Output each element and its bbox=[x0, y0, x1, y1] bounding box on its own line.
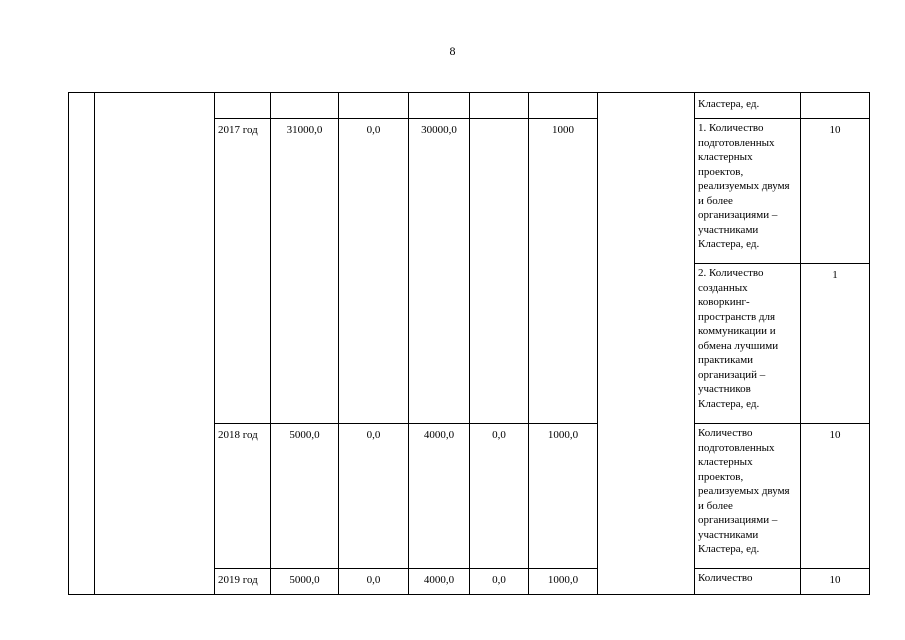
year-cell bbox=[215, 93, 271, 119]
indicator-cell: Количество bbox=[695, 569, 801, 595]
local-cell: 0,0 bbox=[470, 424, 529, 569]
indicator-cell: Количество подготовленных кластерных проектов, реализуемых двумя и более организациями – участниками Кластера, ед. bbox=[695, 424, 801, 569]
program-table bbox=[68, 92, 870, 595]
local-cell bbox=[470, 119, 529, 424]
year-cell: 2017 год bbox=[215, 119, 271, 424]
indicator-cell: 1. Количество подготовленных кластерных проектов, реализуемых двумя и более организациями – участниками Кластера, ед. bbox=[695, 119, 801, 264]
number-cell bbox=[69, 93, 95, 595]
total-cell bbox=[271, 93, 339, 119]
local-cell: 0,0 bbox=[470, 569, 529, 595]
table-row bbox=[69, 93, 870, 119]
local-cell bbox=[470, 93, 529, 119]
indicator-value-cell: 10 bbox=[801, 424, 870, 569]
executor-cell bbox=[598, 93, 695, 595]
extra-cell: 1000 bbox=[529, 119, 598, 424]
federal-cell: 0,0 bbox=[339, 424, 409, 569]
total-cell: 5000,0 bbox=[271, 569, 339, 595]
measure-name-cell bbox=[95, 93, 215, 595]
regional-cell: 4000,0 bbox=[409, 569, 470, 595]
regional-cell: 4000,0 bbox=[409, 424, 470, 569]
extra-cell bbox=[529, 93, 598, 119]
indicator-cell: Кластера, ед. bbox=[695, 93, 801, 119]
total-cell: 31000,0 bbox=[271, 119, 339, 424]
federal-cell: 0,0 bbox=[339, 569, 409, 595]
indicator-value-cell: 10 bbox=[801, 569, 870, 595]
extra-cell: 1000,0 bbox=[529, 424, 598, 569]
regional-cell bbox=[409, 93, 470, 119]
total-cell: 5000,0 bbox=[271, 424, 339, 569]
indicator-value-cell bbox=[801, 93, 870, 119]
regional-cell: 30000,0 bbox=[409, 119, 470, 424]
indicator-value-cell: 1 bbox=[801, 264, 870, 424]
federal-cell: 0,0 bbox=[339, 119, 409, 424]
indicator-cell: 2. Количество созданных коворкинг-пространств для коммуникации и обмена лучшими практиками организаций – участников Кластера, ед. bbox=[695, 264, 801, 424]
year-cell: 2018 год bbox=[215, 424, 271, 569]
federal-cell bbox=[339, 93, 409, 119]
page-number: 8 bbox=[449, 44, 456, 58]
indicator-value-cell: 10 bbox=[801, 119, 870, 264]
year-cell: 2019 год bbox=[215, 569, 271, 595]
extra-cell: 1000,0 bbox=[529, 569, 598, 595]
